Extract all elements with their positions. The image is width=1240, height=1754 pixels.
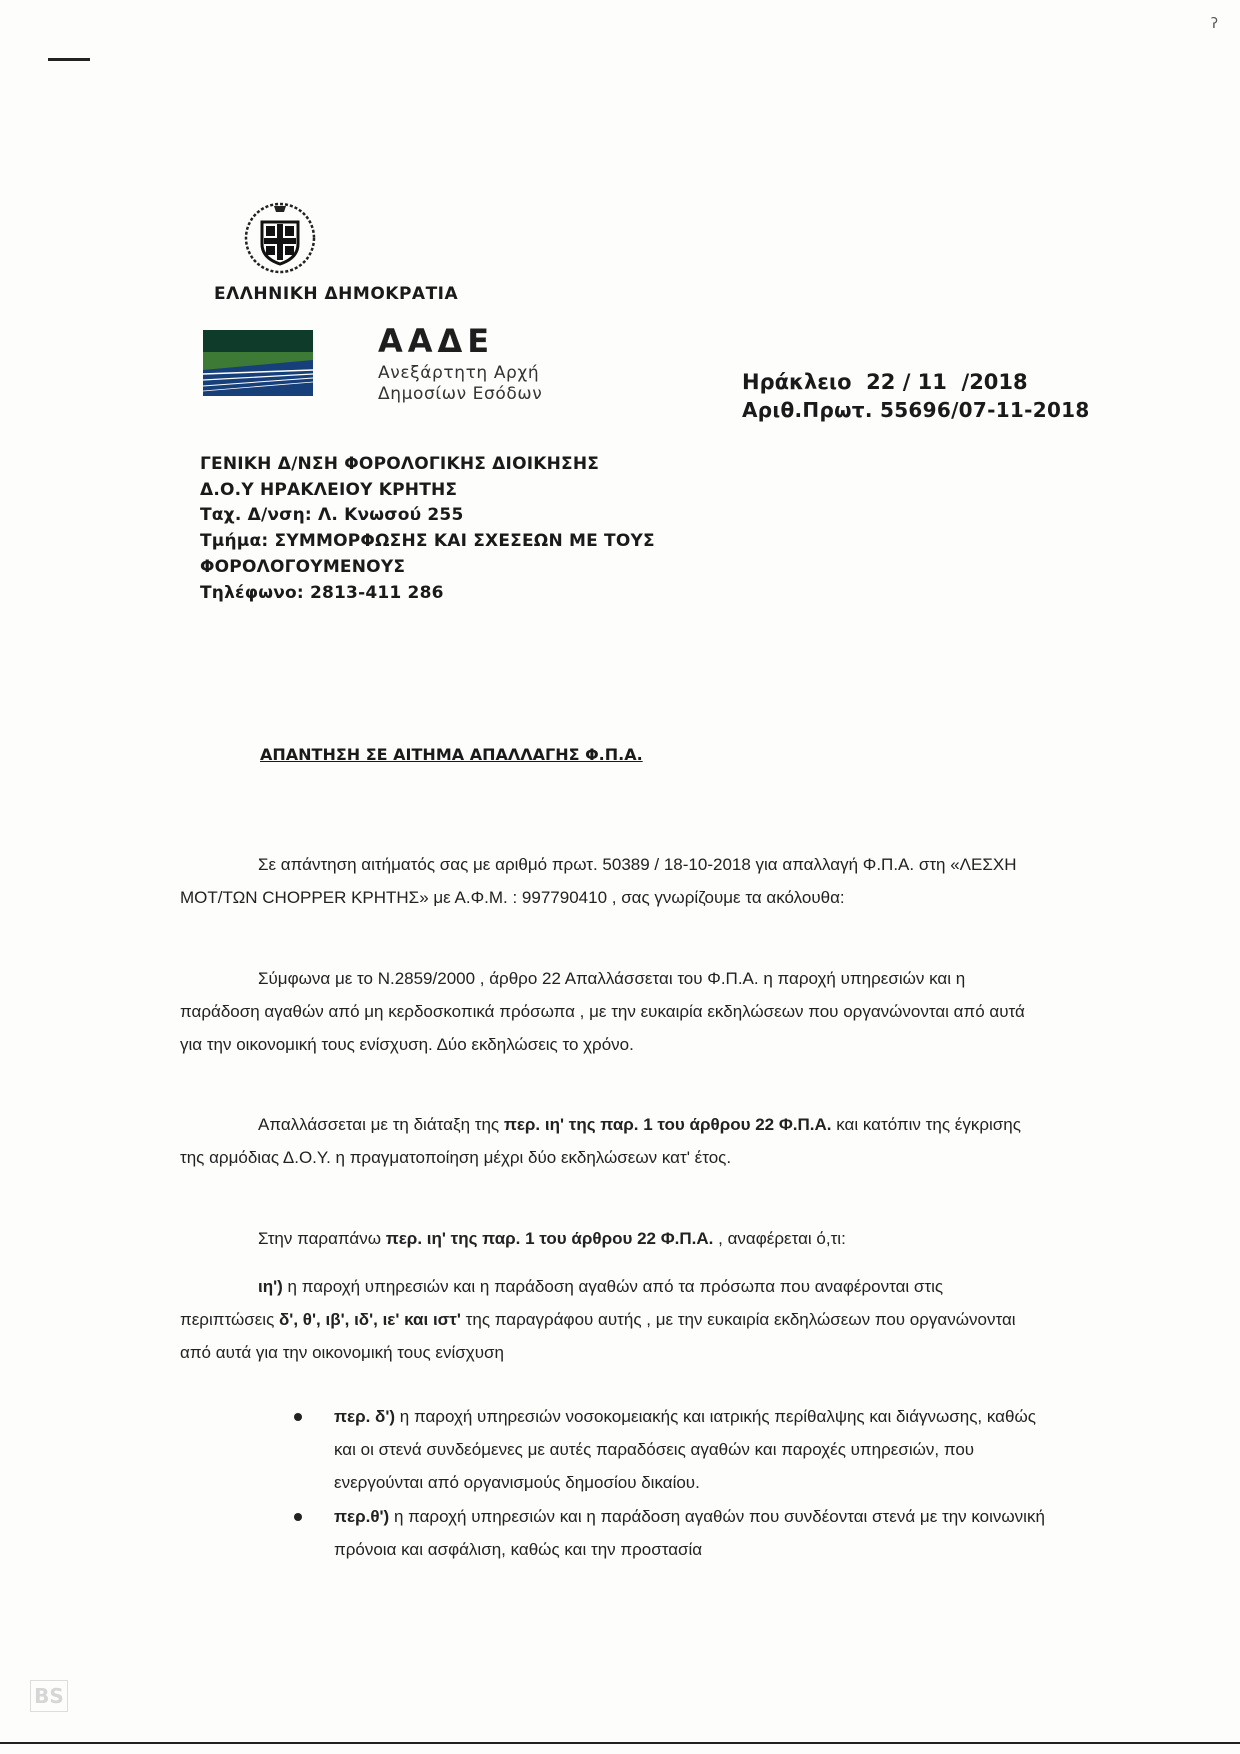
bullet-label: περ.θ') (334, 1507, 390, 1526)
bullet-label: περ. δ') (334, 1407, 396, 1426)
republic-title: ΕΛΛΗΝΙΚΗ ΔΗΜΟΚΡΑΤΙΑ (214, 284, 459, 304)
paragraph-4 (180, 1222, 1042, 1255)
bullet-text: η παροχή υπηρεσιών νοσοκομειακής και ιατρικής περίθαλψης και διάγνωσης, καθώς και οι στενά συνδεόμενες με αυτές παραδόσεις αγαθών και παροχές υπηρεσιών, που ενεργούνται από οργανισμούς δημοσίου δικαίου. (334, 1407, 1036, 1492)
city-date: Ηράκλειο 22 / 11 /2018 (742, 370, 1028, 394)
bullet-icon (294, 1513, 302, 1521)
paragraph-3 (180, 1108, 1042, 1174)
bullet-list (290, 1400, 1050, 1567)
bullet-icon (294, 1413, 302, 1421)
paragraph-text: Απαλλάσσεται με τη διάταξη της (258, 1115, 504, 1134)
aade-name: ΑΑΔΕ (378, 322, 495, 360)
sender-line: ΓΕΝΙΚΗ Δ/ΝΣΗ ΦΟΡΟΛΟΓΙΚΗΣ ΔΙΟΙΚΗΣΗΣ (200, 454, 600, 474)
sender-line: ΦΟΡΟΛΟΓΟΥΜΕΝΟΥΣ (200, 556, 406, 577)
bullet-text: η παροχή υπηρεσιών και η παράδοση αγαθών που συνδέονται στενά με την κοινωνική πρόνοια και ασφάλιση, καθώς και την προστασία (334, 1507, 1045, 1559)
scan-artifact: ʔ (1210, 16, 1218, 32)
sender-line: Τηλέφωνο: 2813-411 286 (200, 582, 444, 603)
paragraph-5 (180, 1270, 1042, 1369)
list-item (290, 1500, 1050, 1566)
aade-logo-icon (203, 330, 313, 396)
coat-of-arms-icon (240, 196, 320, 276)
page-edge-line (0, 1742, 1240, 1744)
aade-subtitle-1: Ανεξάρτητη Αρχή (378, 363, 540, 383)
paragraph-text: Στην παραπάνω (258, 1229, 386, 1248)
protocol-number: Αριθ.Πρωτ. 55696/07-11-2018 (742, 398, 1090, 422)
sender-line: Δ.Ο.Υ ΗΡΑΚΛΕΙΟΥ ΚΡΗΤΗΣ (200, 479, 458, 500)
paragraph-text: Σύμφωνα με το Ν.2859/2000 , άρθρο 22 Απαλλάσσεται του Φ.Π.Α. η παροχή υπηρεσιών και η παράδοση αγαθών από μη κερδοσκοπικά πρόσωπα , με την ευκαιρία εκδηλώσεων που οργανώνονται από αυτά για την οικονομική τους ενίσχυση. Δύο εκδηλώσεις το χρόνο. (180, 969, 1025, 1054)
paragraph-text: , αναφέρεται ό,τι: (713, 1229, 846, 1248)
list-item (290, 1400, 1050, 1499)
legal-reference: περ. ιη' της παρ. 1 του άρθρου 22 Φ.Π.Α. (503, 1115, 832, 1134)
scan-mark (48, 58, 90, 61)
case-list: δ', θ', ιβ', ιδ', ιε' και ιστ' (279, 1310, 461, 1329)
case-label: ιη') (258, 1277, 283, 1296)
paragraph-1 (180, 848, 1042, 914)
sender-details (200, 452, 655, 606)
aade-subtitle-2: Δημοσίων Εσόδων (378, 384, 543, 404)
legal-reference: περ. ιη' της παρ. 1 του άρθρου 22 Φ.Π.Α. (385, 1229, 714, 1248)
paragraph-text: η παροχή υπηρεσιών και η παράδοση αγαθών από τα πρόσωπα που αναφέρονται στις περιπτώσεις (180, 1277, 944, 1329)
watermark-icon: BS (30, 1680, 68, 1712)
paragraph-text: και κατόπιν της έγκρισης της αρμόδιας Δ.Ο.Υ. η πραγματοποίηση μέχρι δύο εκδηλώσεων κατ' έτος. (180, 1115, 1021, 1167)
sender-line: Τμήμα: ΣΥΜΜΟΡΦΩΣΗΣ ΚΑΙ ΣΧΕΣΕΩΝ ΜΕ ΤΟΥΣ (200, 531, 655, 552)
paragraph-text: της παραγράφου αυτής , με την ευκαιρία εκδηλώσεων που οργανώνονται από αυτά για την οικονομική τους ενίσχυση (180, 1310, 1016, 1362)
subject-title: ΑΠΑΝΤΗΣΗ ΣΕ ΑΙΤΗΜΑ ΑΠΑΛΛΑΓΗΣ Φ.Π.Α. (260, 745, 643, 764)
sender-line: Ταχ. Δ/νση: Λ. Κνωσού 255 (200, 505, 464, 526)
paragraph-2 (180, 962, 1042, 1061)
paragraph-text: Σε απάντηση αιτήματός σας με αριθμό πρωτ. 50389 / 18-10-2018 για απαλλαγή Φ.Π.Α. στη «ΛΕΣΧΗ ΜΟΤ/ΤΩΝ CHOPPER ΚΡΗΤΗΣ» με Α.Φ.Μ. : 997790410 , σας γνωρίζουμε τα ακόλουθα: (180, 855, 1017, 907)
